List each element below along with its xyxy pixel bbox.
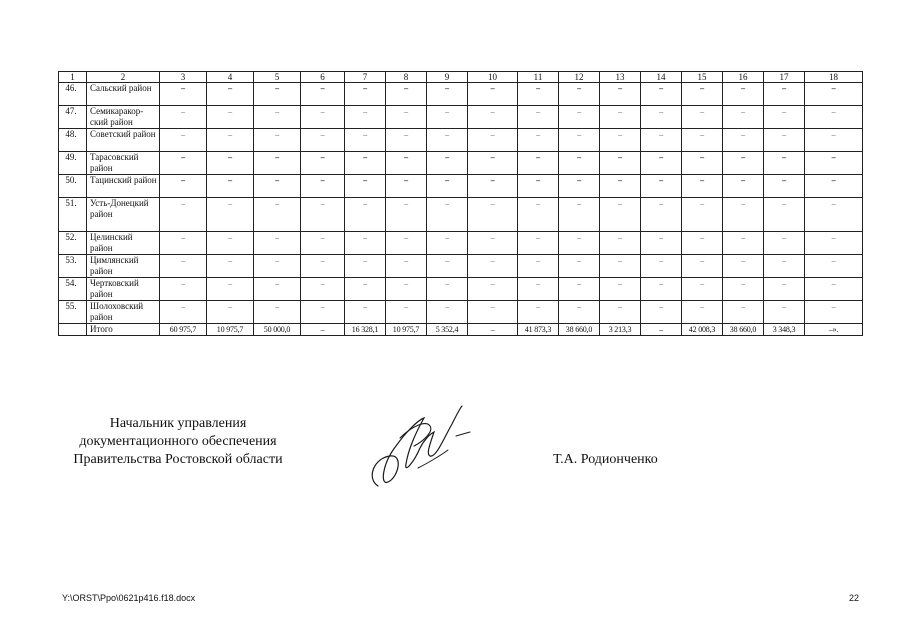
row-number: 52. (59, 232, 87, 255)
table-cell: – (427, 152, 468, 175)
table-cell: – (254, 83, 301, 106)
table-cell: – (207, 152, 254, 175)
table-cell: – (207, 198, 254, 232)
table-cell: – (764, 301, 805, 324)
table-cell: – (207, 278, 254, 301)
column-header: 7 (345, 72, 386, 83)
table-cell: – (301, 198, 345, 232)
table-cell: – (160, 129, 207, 152)
table-cell: – (600, 278, 641, 301)
table-row (59, 255, 863, 278)
column-header: 6 (301, 72, 345, 83)
table-cell: – (254, 301, 301, 324)
column-header: 11 (518, 72, 559, 83)
table-cell: – (518, 83, 559, 106)
table-cell: – (160, 175, 207, 198)
table-cell: – (641, 324, 682, 336)
table-cell: – (468, 175, 518, 198)
table-cell: – (805, 175, 863, 198)
table-cell: – (805, 198, 863, 232)
column-header: 16 (723, 72, 764, 83)
table-cell: – (764, 129, 805, 152)
district-name: Итого (87, 324, 160, 336)
table-cell: – (600, 232, 641, 255)
column-header: 3 (160, 72, 207, 83)
table-cell: – (805, 106, 863, 129)
table-cell: – (160, 278, 207, 301)
table-cell: – (723, 301, 764, 324)
column-header: 14 (641, 72, 682, 83)
table-cell: – (764, 255, 805, 278)
handwritten-signature (360, 398, 480, 498)
table-cell: – (427, 83, 468, 106)
table-cell: – (518, 152, 559, 175)
table-cell: – (345, 278, 386, 301)
table-cell: – (764, 198, 805, 232)
table-cell: – (764, 278, 805, 301)
table-cell: – (301, 106, 345, 129)
table-cell: 16 328,1 (345, 324, 386, 336)
table-cell: – (764, 152, 805, 175)
table-row (59, 175, 863, 198)
table-cell: – (518, 106, 559, 129)
signer-name: Т.А. Родионченко (553, 452, 658, 467)
table-cell: 10 975,7 (386, 324, 427, 336)
table-cell: – (427, 278, 468, 301)
table-cell: 38 660,0 (723, 324, 764, 336)
table-row (59, 106, 863, 129)
table-cell: – (559, 175, 600, 198)
table-cell: – (345, 129, 386, 152)
column-header: 9 (427, 72, 468, 83)
row-number: 48. (59, 129, 87, 152)
table-cell: – (723, 129, 764, 152)
table-cell: – (518, 232, 559, 255)
table-row (59, 198, 863, 232)
table-cell: – (345, 232, 386, 255)
table-cell: – (301, 175, 345, 198)
table-cell: – (723, 175, 764, 198)
table-cell: – (386, 232, 427, 255)
table-cell: – (386, 83, 427, 106)
page-number: 22 (848, 593, 859, 603)
table-cell: – (254, 198, 301, 232)
table-cell: – (427, 175, 468, 198)
table-cell: – (559, 83, 600, 106)
table-cell: – (468, 301, 518, 324)
table-cell: – (468, 83, 518, 106)
table-cell: – (600, 106, 641, 129)
table-cell: – (641, 106, 682, 129)
district-name: Цимлянский район (87, 255, 160, 278)
table-cell: – (518, 129, 559, 152)
table-cell: – (600, 255, 641, 278)
table-row (59, 232, 863, 255)
table-cell: – (160, 232, 207, 255)
table-cell: – (518, 301, 559, 324)
table-cell: – (301, 232, 345, 255)
table-cell: – (641, 129, 682, 152)
table-cell: – (682, 301, 723, 324)
table-cell: – (559, 255, 600, 278)
table-cell: 10 975,7 (207, 324, 254, 336)
table-cell: – (518, 278, 559, 301)
table-cell: 5 352,4 (427, 324, 468, 336)
table-cell: – (386, 129, 427, 152)
table-cell: – (160, 255, 207, 278)
table-cell: – (207, 255, 254, 278)
table-cell: – (559, 152, 600, 175)
table-cell: – (682, 198, 723, 232)
table-cell: – (427, 198, 468, 232)
signer-position-line-2: документационного обеспечения (79, 434, 277, 449)
table-cell: – (641, 278, 682, 301)
table-cell: – (559, 278, 600, 301)
table-cell: – (468, 232, 518, 255)
table-cell: – (301, 83, 345, 106)
table-cell: – (386, 152, 427, 175)
signer-position-line-3: Правительства Ростовской области (73, 452, 283, 467)
district-name: Целинский район (87, 232, 160, 255)
district-name: Тарасовский район (87, 152, 160, 175)
table-cell: – (468, 324, 518, 336)
table-cell: – (600, 152, 641, 175)
table-cell: – (254, 129, 301, 152)
table-cell: 3 348,3 (764, 324, 805, 336)
table-cell: – (805, 301, 863, 324)
district-name: Семикаракор-ский район (87, 106, 160, 129)
table-cell: – (641, 152, 682, 175)
table-cell: – (723, 152, 764, 175)
table-row (59, 301, 863, 324)
table-cell: – (254, 255, 301, 278)
table-cell: – (559, 198, 600, 232)
table-cell: – (559, 129, 600, 152)
table-cell: – (518, 255, 559, 278)
row-number: 47. (59, 106, 87, 129)
table-cell: – (468, 255, 518, 278)
table-cell: – (254, 106, 301, 129)
table-cell: – (345, 83, 386, 106)
table-cell: – (641, 83, 682, 106)
table-cell: – (386, 106, 427, 129)
table-cell: – (682, 175, 723, 198)
district-name: Тацинский район (87, 175, 160, 198)
table-cell: – (468, 129, 518, 152)
row-number: 53. (59, 255, 87, 278)
districts-table (58, 71, 863, 336)
table-cell: – (301, 278, 345, 301)
table-cell: – (254, 152, 301, 175)
table-cell: – (764, 106, 805, 129)
table-row (59, 278, 863, 301)
table-cell: – (764, 175, 805, 198)
table-cell: – (468, 152, 518, 175)
table-cell: – (600, 175, 641, 198)
table-cell: – (254, 232, 301, 255)
table-cell: – (345, 106, 386, 129)
table-cell: – (301, 301, 345, 324)
table-cell: – (207, 175, 254, 198)
column-header: 4 (207, 72, 254, 83)
column-header: 2 (87, 72, 160, 83)
table-cell: – (641, 232, 682, 255)
table-cell: – (207, 106, 254, 129)
column-header: 13 (600, 72, 641, 83)
table-cell: – (723, 198, 764, 232)
signer-position (62, 415, 294, 469)
table-cell: – (805, 255, 863, 278)
table-cell: – (254, 278, 301, 301)
table-cell: – (427, 232, 468, 255)
row-number: 51. (59, 198, 87, 232)
table-cell: – (723, 255, 764, 278)
table-cell: – (723, 83, 764, 106)
table-cell: – (345, 152, 386, 175)
table-cell: – (207, 232, 254, 255)
table-cell: – (160, 198, 207, 232)
table-cell: – (160, 83, 207, 106)
table-cell: – (254, 175, 301, 198)
table-cell: – (764, 232, 805, 255)
table-cell: – (345, 198, 386, 232)
table-cell: – (682, 232, 723, 255)
table-cell: – (723, 106, 764, 129)
row-number: 50. (59, 175, 87, 198)
table-cell: – (805, 278, 863, 301)
footer-file-path: Y:\ORST\Ppo\0621p416.f18.docx (62, 593, 196, 603)
table-cell: 3 213,3 (600, 324, 641, 336)
table-cell: – (207, 83, 254, 106)
table-cell: – (723, 232, 764, 255)
table-cell: – (600, 301, 641, 324)
table-header-row (59, 72, 863, 83)
table-cell: – (427, 301, 468, 324)
row-number: 55. (59, 301, 87, 324)
table-cell: – (641, 175, 682, 198)
table-cell: 38 660,0 (559, 324, 600, 336)
column-header: 18 (805, 72, 863, 83)
table-cell: – (682, 129, 723, 152)
table-row (59, 129, 863, 152)
table-cell: – (600, 83, 641, 106)
table-cell: – (427, 255, 468, 278)
table-row (59, 83, 863, 106)
table-row (59, 152, 863, 175)
district-name: Усть-Донецкий район (87, 198, 160, 232)
table-cell: – (386, 278, 427, 301)
table-cell: 60 975,7 (160, 324, 207, 336)
table-cell: – (386, 255, 427, 278)
table-cell: – (723, 278, 764, 301)
table-cell: – (207, 301, 254, 324)
table-cell: – (559, 106, 600, 129)
row-number: 49. (59, 152, 87, 175)
table-cell: – (559, 301, 600, 324)
table-cell: – (468, 278, 518, 301)
table-cell: – (301, 324, 345, 336)
table-cell: 50 000,0 (254, 324, 301, 336)
table-cell: – (301, 152, 345, 175)
row-number: 54. (59, 278, 87, 301)
table-cell: – (160, 152, 207, 175)
table-cell: – (682, 152, 723, 175)
table-cell: 42 008,3 (682, 324, 723, 336)
district-name: Чертковский район (87, 278, 160, 301)
table-cell: – (386, 175, 427, 198)
table-cell: – (764, 83, 805, 106)
table-cell: – (301, 255, 345, 278)
table-cell: – (386, 198, 427, 232)
column-header: 12 (559, 72, 600, 83)
table-cell: – (600, 129, 641, 152)
column-header: 15 (682, 72, 723, 83)
column-header: 8 (386, 72, 427, 83)
table-cell: – (345, 175, 386, 198)
signer-position-line-1: Начальник управления (109, 416, 247, 431)
table-cell: – (518, 175, 559, 198)
table-cell: – (682, 106, 723, 129)
table-cell: – (518, 198, 559, 232)
table-cell: –». (805, 324, 863, 336)
table-cell: – (427, 129, 468, 152)
table-cell: – (559, 232, 600, 255)
table-cell: 41 873,3 (518, 324, 559, 336)
table-cell: – (641, 198, 682, 232)
column-header: 5 (254, 72, 301, 83)
table-cell: – (682, 278, 723, 301)
table-cell: – (345, 255, 386, 278)
table-cell: – (386, 301, 427, 324)
table-cell: – (427, 106, 468, 129)
table-cell: – (641, 301, 682, 324)
table-cell: – (805, 232, 863, 255)
district-name: Советский район (87, 129, 160, 152)
row-number (59, 324, 87, 336)
table-cell: – (641, 255, 682, 278)
column-header: 10 (468, 72, 518, 83)
table-cell: – (345, 301, 386, 324)
table-cell: – (160, 301, 207, 324)
table-cell: – (160, 106, 207, 129)
table-cell: – (805, 152, 863, 175)
column-header: 17 (764, 72, 805, 83)
table-cell: – (600, 198, 641, 232)
row-number: 46. (59, 83, 87, 106)
column-header: 1 (59, 72, 87, 83)
table-cell: – (682, 83, 723, 106)
table-cell: – (301, 129, 345, 152)
district-name: Шолоховский район (87, 301, 160, 324)
table-cell: – (468, 106, 518, 129)
table-cell: – (468, 198, 518, 232)
table-cell: – (805, 129, 863, 152)
total-row (59, 324, 863, 336)
district-name: Сальский район (87, 83, 160, 106)
table-cell: – (207, 129, 254, 152)
table-cell: – (805, 83, 863, 106)
table-cell: – (682, 255, 723, 278)
